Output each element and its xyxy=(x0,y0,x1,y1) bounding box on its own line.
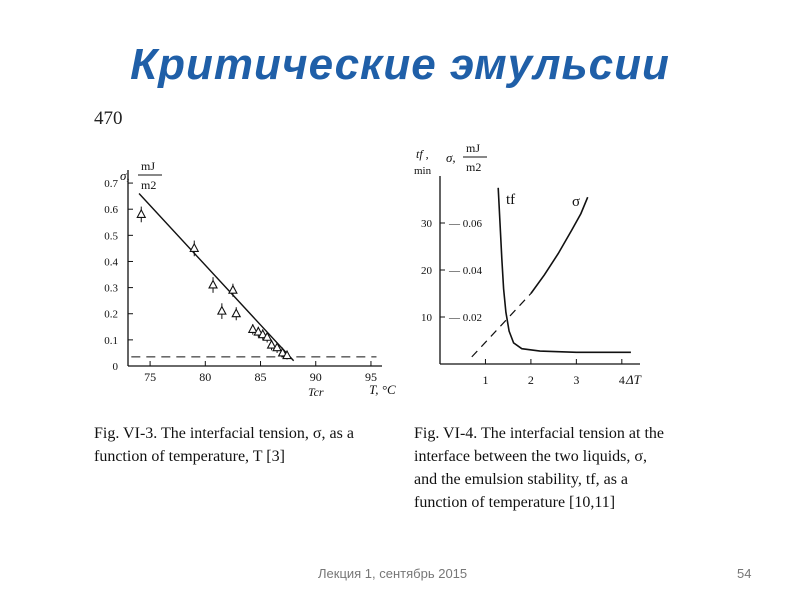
data-point xyxy=(137,210,145,218)
caption-line: interface between the two liquids, σ, xyxy=(414,448,647,465)
slide-title: Критические эмульсии xyxy=(130,40,670,89)
slide-footer: Лекция 1, сентябрь 2015 xyxy=(318,566,468,581)
series-label-tf: tf xyxy=(506,192,516,208)
y-axis-label-symbol: σ, xyxy=(120,168,130,183)
x-axis-label: ΔT xyxy=(626,372,641,387)
caption-line: and the emulsion stability, tf, as a xyxy=(414,471,629,488)
y-axis-label-sigma: σ, xyxy=(446,150,456,165)
x-tick-label: 1 xyxy=(482,373,489,387)
y-tick-label-sigma: — 0.04 xyxy=(449,265,482,277)
data-point xyxy=(229,286,237,294)
y-tick-label: 0.4 xyxy=(104,256,118,269)
y-tick-label: 0.3 xyxy=(104,282,118,295)
y-tick-label-sigma: — 0.02 xyxy=(449,312,482,324)
data-point xyxy=(232,309,240,317)
x-tick-label: 4 xyxy=(618,373,625,387)
data-point xyxy=(268,341,276,349)
x-tick-label: 3 xyxy=(573,373,580,387)
y-tick-label: 0.6 xyxy=(104,204,118,217)
x-tick-label: 75 xyxy=(144,370,157,384)
y-tick-label: 0.7 xyxy=(104,178,118,191)
slide-number: 54 xyxy=(737,566,752,581)
y-tick-label-tf: 20 xyxy=(421,265,432,277)
caption-line: function of temperature, T [3] xyxy=(94,448,285,465)
y-tick-label-sigma: — 0.06 xyxy=(449,218,482,230)
data-point xyxy=(190,244,198,252)
y-axis-label-sigma-unit-num: mJ xyxy=(466,141,481,155)
figure-vi-3-caption xyxy=(94,422,384,468)
y-axis-label-tf: tf , xyxy=(416,147,429,161)
x-tick-label: 95 xyxy=(364,370,377,384)
y-axis-label-unit-num: mJ xyxy=(141,159,156,173)
y-tick-label: 0 xyxy=(112,361,118,373)
book-page-number: 470 xyxy=(94,108,123,129)
x-tick-label: 80 xyxy=(199,370,212,384)
figure-vi-4-caption xyxy=(414,422,684,514)
x-tick-label: 90 xyxy=(309,370,322,384)
y-axis-label-tf-unit: min xyxy=(414,165,432,177)
data-point xyxy=(218,307,226,315)
data-point xyxy=(249,325,257,333)
y-tick-label: 0.1 xyxy=(104,334,118,347)
data-point xyxy=(209,280,217,288)
x-axis-label: T, °C xyxy=(369,382,396,397)
caption-line: function of temperature [10,11] xyxy=(414,494,616,511)
y-tick-label: 0.2 xyxy=(104,308,118,321)
y-axis-label-sigma-unit-den: m2 xyxy=(466,160,482,174)
fit-line xyxy=(139,194,294,361)
x-tick-label: 2 xyxy=(527,373,534,387)
x-tick-label: 85 xyxy=(254,370,267,384)
y-tick-label-tf: 10 xyxy=(421,312,432,324)
y-axis-label-unit-den: m2 xyxy=(141,178,157,192)
caption-line: Fig. VI-4. The interfacial tension at the xyxy=(414,425,665,442)
x-axis-label-tcr: Tcr xyxy=(308,385,324,399)
series-label-sigma: σ xyxy=(572,194,581,210)
caption-line: Fig. VI-3. The interfacial tension, σ, as a xyxy=(94,425,354,442)
y-tick-label: 0.5 xyxy=(104,230,118,243)
y-tick-label-tf: 30 xyxy=(421,218,432,230)
